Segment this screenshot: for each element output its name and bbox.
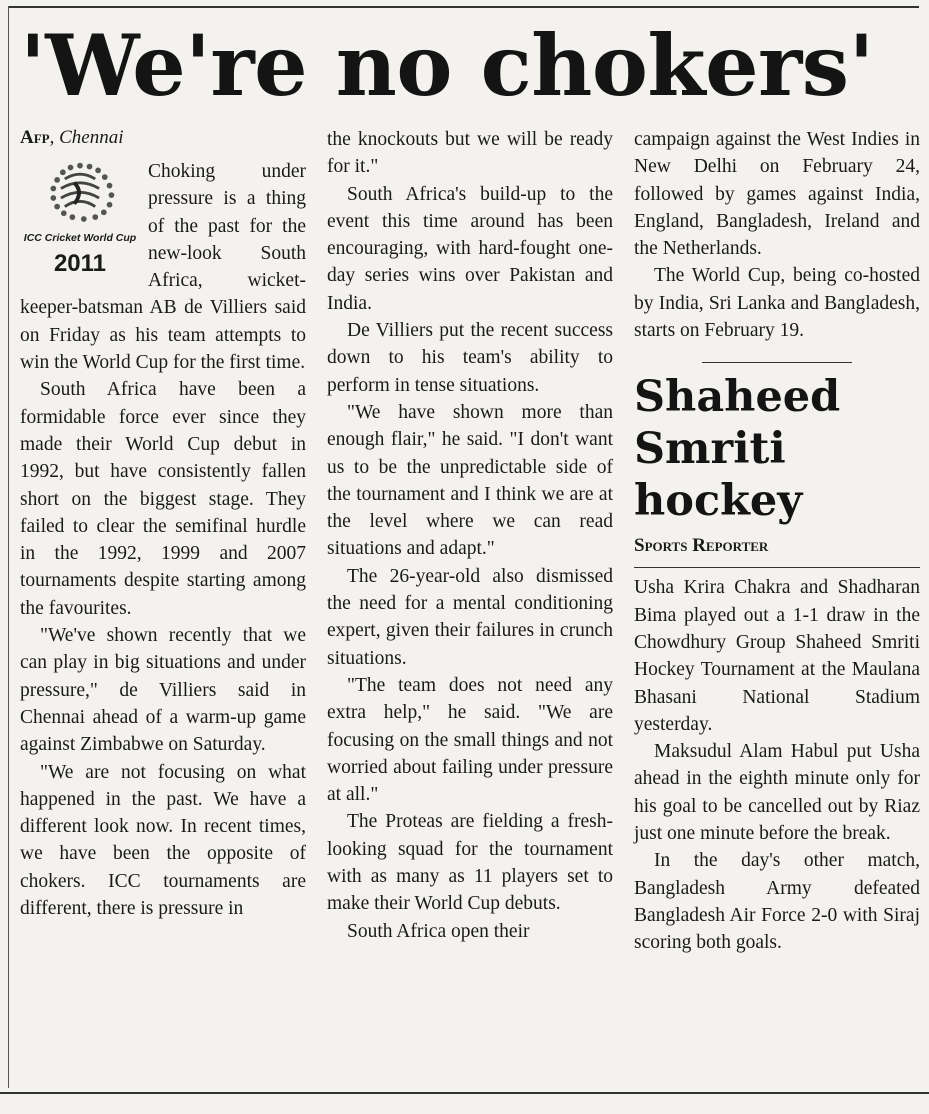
- logo-year: 2011: [53, 250, 107, 277]
- headline: 'We're no chokers': [20, 16, 874, 115]
- cricket-ball-swirl-icon: [34, 158, 126, 225]
- top-rule: [8, 6, 919, 8]
- second-article-paragraph: Maksudul Alam Habul put Usha ahead in the eighth minute only for his goal to be cancelled out by Riaz just one minute before the break.: [634, 741, 920, 845]
- bottom-rule: [0, 1092, 929, 1094]
- second-article-paragraph: In the day's other match, Bangladesh Army defeated Bangladesh Air Force 2-0 with Siraj scoring both goals.: [634, 850, 920, 954]
- article-divider: [702, 362, 852, 363]
- byline-agency: Afp: [20, 127, 50, 148]
- second-article-paragraph: Usha Krira Chakra and Shadharan Bima played out a 1-1 draw in the Chowdhury Group Shaheed Smriti Hockey Tournament at the Maulana Bhasani National Stadium yesterday.: [634, 577, 920, 735]
- article-paragraph: South Africa open their: [347, 920, 530, 942]
- article-paragraph: "We have shown more than enough flair," he said. "I don't want us to be the unpredictable side of the tournament and I think we are at the level where we can read situations and adapt.": [327, 401, 613, 560]
- article-paragraph: "The team does not need any extra help," he said. "We are focusing on the small things and not worried about failing under pressure at all.": [327, 674, 613, 806]
- byline-city: Chennai: [59, 127, 124, 148]
- world-cup-logo: [20, 158, 140, 276]
- article-paragraph: South Africa's build-up to the event this time around has been encouraging, with hard-fought one-day series wins over Pakistan and India.: [327, 183, 613, 314]
- second-headline-line: hockey: [634, 476, 803, 527]
- article-paragraph: The 26-year-old also dismissed the need for a mental conditioning expert, given their failures in crunch situations.: [327, 565, 613, 669]
- second-byline: Sports Reporter: [634, 533, 920, 568]
- logo-title: ICC Cricket World Cup: [23, 231, 137, 244]
- article-paragraph: campaign against the West Indies in New Delhi on February 24, followed by games against India, England, Bangladesh, Ireland and the Netherlands.: [634, 129, 920, 260]
- second-headline-line: Shaheed: [634, 372, 841, 423]
- article-paragraph: The World Cup, being co-hosted by India, Sri Lanka and Bangladesh, starts on February 19.: [634, 265, 920, 342]
- article-paragraph: the knockouts but we will be ready for it.": [327, 129, 613, 178]
- article-paragraph: South Africa have been a formidable force ever since they made their World Cup debut in 1992, but have consistently fallen short on the biggest stage. They failed to clear the semifinal hurdle in the 1992, 1999 and 2007 tournaments despite starting among the favourites.: [20, 379, 306, 619]
- article-paragraph: De Villiers put the recent success down to his team's ability to perform in tense situations.: [327, 320, 613, 396]
- second-headline-line: Smriti: [634, 424, 786, 475]
- column-1: [20, 126, 306, 922]
- column-3: [634, 126, 920, 957]
- byline: [20, 126, 306, 150]
- article-paragraph: Choking under pressure is a thing of the past for the new-look South Africa, wicket-keeper-batsman AB de Villiers said on Friday as his team attempts to win the World Cup for the first time.: [20, 161, 306, 374]
- left-rule: [8, 6, 9, 1088]
- byline-separator: ,: [49, 127, 60, 148]
- article-paragraph: "We are not focusing on what happened in the past. We have a different look now. In recent times, we have been the opposite of chokers. ICC tournaments are different, there is pressure in: [20, 761, 306, 920]
- article-paragraph: "We've shown recently that we can play in big situations and under pressure," de Villiers said in Chennai ahead of a warm-up game against Zimbabwe on Saturday.: [20, 625, 306, 756]
- article-paragraph: The Proteas are fielding a fresh-looking squad for the tournament with as many as 11 players set to make their World Cup debuts.: [327, 811, 613, 915]
- column-2: [327, 126, 613, 945]
